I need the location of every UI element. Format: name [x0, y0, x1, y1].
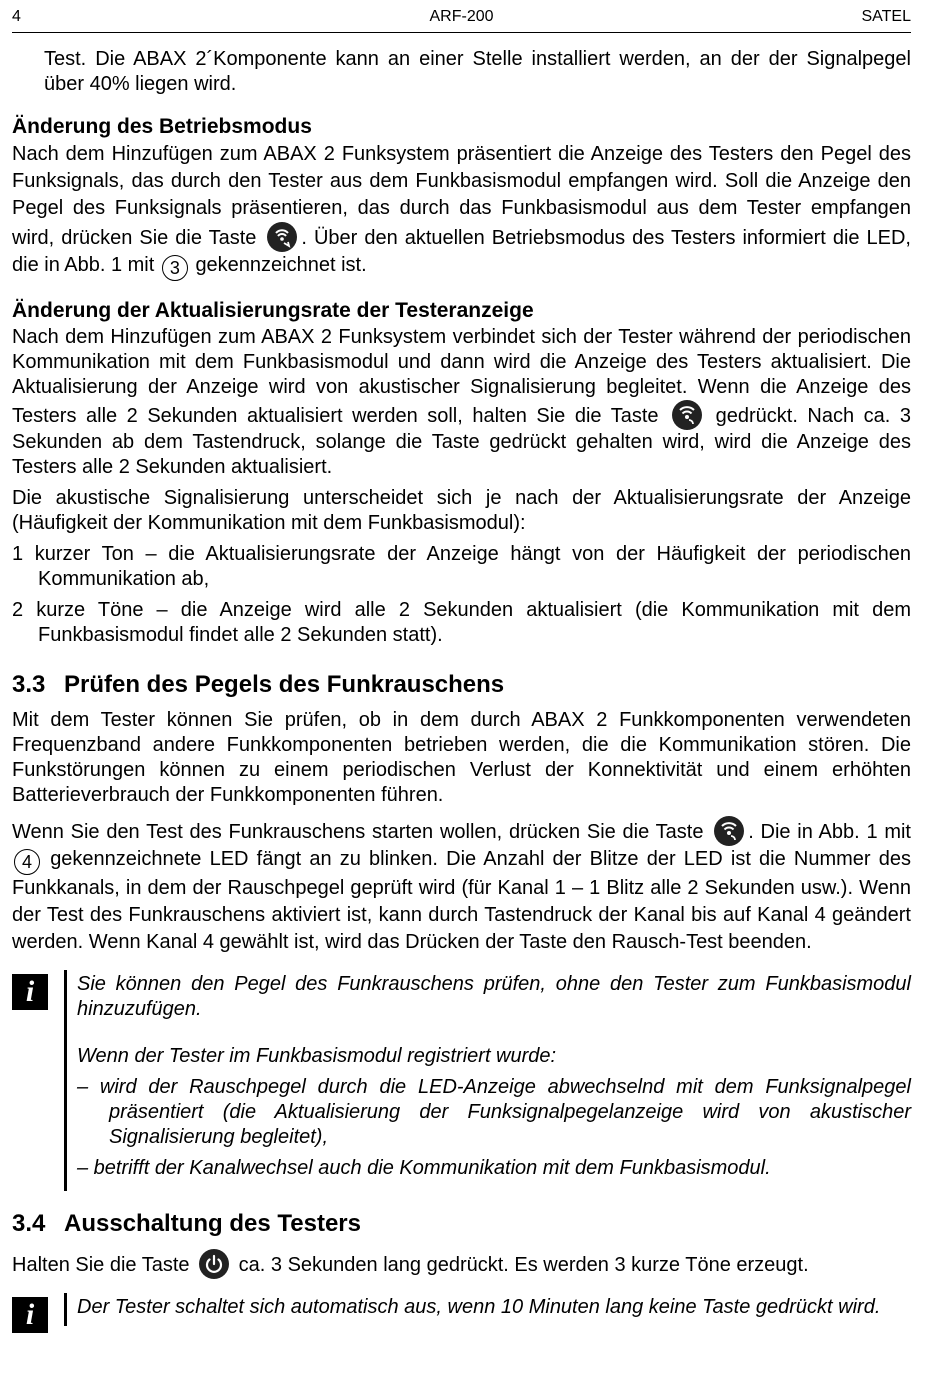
intro-paragraph: Test. Die ABAX 2´Komponente kann an einer Stelle installiert werden, an der der Signalpegel über 40% liegen wird.: [44, 48, 911, 95]
info-note-2: [12, 1293, 911, 1331]
section-number: 3.4: [12, 1210, 46, 1237]
rauschen-paragraph-2: [12, 816, 911, 956]
info-note: [12, 970, 911, 1191]
rauschen-text-1: Wenn Sie den Test des Funkrauschens starten wollen, drücken Sie die Taste: [12, 821, 704, 843]
heading-3-4: [12, 1209, 911, 1239]
rauschen-text-2: . Die in Abb. 1 mit: [748, 821, 911, 843]
section-number: 3.3: [12, 671, 46, 698]
section-title: Ausschaltung des Testers: [64, 1210, 361, 1237]
note-list: [77, 1075, 911, 1191]
betriebsmodus-paragraph: [12, 141, 911, 281]
note-list-item: – wird der Rauschpegel durch die LED-Anzeige abwechselnd mit dem Funksignalpegel präsentiert (die Aktualisierung der Funksignalpegelanzeige wird von akustischer Signalisierung begleitet),: [77, 1076, 911, 1148]
note-bar: [64, 1293, 67, 1326]
signal-icon: [672, 400, 702, 430]
ausschaltung-text-2: ca. 3 Sekunden lang gedrückt. Es werden 3 kurze Töne erzeugt.: [238, 1254, 809, 1276]
note-bar: [64, 970, 67, 1191]
heading-aktualisierung: Änderung der Aktualisierungsrate der Testeranzeige: [12, 299, 534, 322]
aktualisierung-text-1: Nach dem Hinzufügen zum ABAX 2 Funksystem verbindet sich der Tester während der periodischen Kommunikation mit dem Funkbasismodul und dann wird die Anzeige des Testers aktualisiert. Die Aktualisierung der Anzeige wird von akustischer Signalisierung begleitet. Wenn die Anzeige des Testers alle 2 Sekunden aktualisiert werden soll, halten Sie die Taste: [12, 326, 911, 427]
aktualisierung-paragraph-2: Die akustische Signalisierung unterscheidet sich je nach der Aktualisierungsrate der Anzeige (Häufigkeit der Kommunikation mit dem Funkbasismodul):: [12, 487, 911, 534]
list-item: 2 kurze Töne – die Anzeige wird alle 2 Sekunden aktualisiert (die Kommunikation mit dem Funkbasismodul findet alle 2 Sekunden statt).: [12, 599, 911, 646]
section-title: Prüfen des Pegels des Funkrauschens: [64, 671, 505, 698]
aktualisierung-text-2: gedrückt. Nach ca. 3 Sekunden ab dem Tastendruck, solange die Taste gedrückt gehalten wird, wird die Anzeige des Testers alle 2 Sekunden aktualisiert.: [12, 405, 911, 478]
power-icon: [199, 1249, 229, 1279]
brand: SATEL: [861, 8, 911, 25]
note-line-1: Sie können den Pegel des Funkrauschens prüfen, ohne den Tester zum Funkbasismodul hinzuzufügen.: [77, 973, 911, 1020]
tone-list: [12, 542, 911, 648]
rauschen-paragraph-1: Mit dem Tester können Sie prüfen, ob in dem durch ABAX 2 Funkkomponenten verwendeten Frequenzband andere Funkkomponenten betrieben werden, die die Kommunikation stören. Die Funkstörungen können zu einem periodischen Verlust der Konnektivität und einem erhöhten Batterieverbrauch der Funkkomponenten führen.: [12, 709, 911, 806]
aktualisierung-paragraph: [12, 325, 911, 480]
info-icon: i: [12, 1297, 48, 1333]
ausschaltung-paragraph: [12, 1249, 911, 1279]
ausschaltung-text-1: Halten Sie die Taste: [12, 1254, 190, 1276]
betriebsmodus-text-2: . Über den aktuellen Betriebsmodus des Testers informiert die LED, die in Abb. 1 mit: [12, 227, 911, 276]
doc-title: ARF-200: [429, 8, 494, 25]
noise-test-icon: [714, 816, 744, 846]
heading-betriebsmodus: Änderung des Betriebsmodus: [12, 115, 312, 138]
note-text: Der Tester schaltet sich automatisch aus, wenn 10 Minuten lang keine Taste gedrückt wird.: [77, 1296, 881, 1318]
info-icon: i: [12, 974, 48, 1010]
signal-switch-icon: [267, 222, 297, 252]
list-item: 1 kurzer Ton – die Aktualisierungsrate der Anzeige hängt von der Häufigkeit der periodischen Kommunikation ab,: [12, 543, 911, 590]
betriebsmodus-text-1: Nach dem Hinzufügen zum ABAX 2 Funksystem präsentiert die Anzeige des Testers den Pegel des Funksignals, das durch den Tester aus dem Funkbasismodul empfangen wird. Soll die Anzeige den Pegel des Funksignals präsentieren, das durch das Funkbasismodul aus dem Tester empfangen wird, drücken Sie die Taste: [12, 143, 911, 249]
page-number: 4: [12, 8, 21, 25]
led-3-marker: 3: [162, 255, 188, 281]
note-list-item: – betrifft der Kanalwechsel auch die Kommunikation mit dem Funkbasismodul.: [77, 1157, 771, 1179]
rauschen-text-3: gekennzeichnete LED fängt an zu blinken. Die Anzahl der Blitze der LED ist die Nummer des Funkkanals, in dem der Rauschpegel geprüft wird (für Kanal 1 – 1 Blitz alle 2 Sekunden usw.). Wenn der Test des Funkrauschens aktiviert ist, kann durch Tastendruck der Kanal bis auf Kanal 4 geändert werden. Wenn Kanal 4 gewählt ist, wird das Drücken der Taste den Rausch-Test beenden.: [12, 848, 912, 953]
betriebsmodus-text-3: gekennzeichnet ist.: [195, 254, 367, 276]
heading-3-3: [12, 670, 911, 700]
document-page: [12, 0, 912, 1331]
note-line-2: Wenn der Tester im Funkbasismodul registriert wurde:: [77, 1045, 557, 1067]
page-header: [12, 4, 911, 33]
led-4-marker: 4: [14, 849, 40, 875]
